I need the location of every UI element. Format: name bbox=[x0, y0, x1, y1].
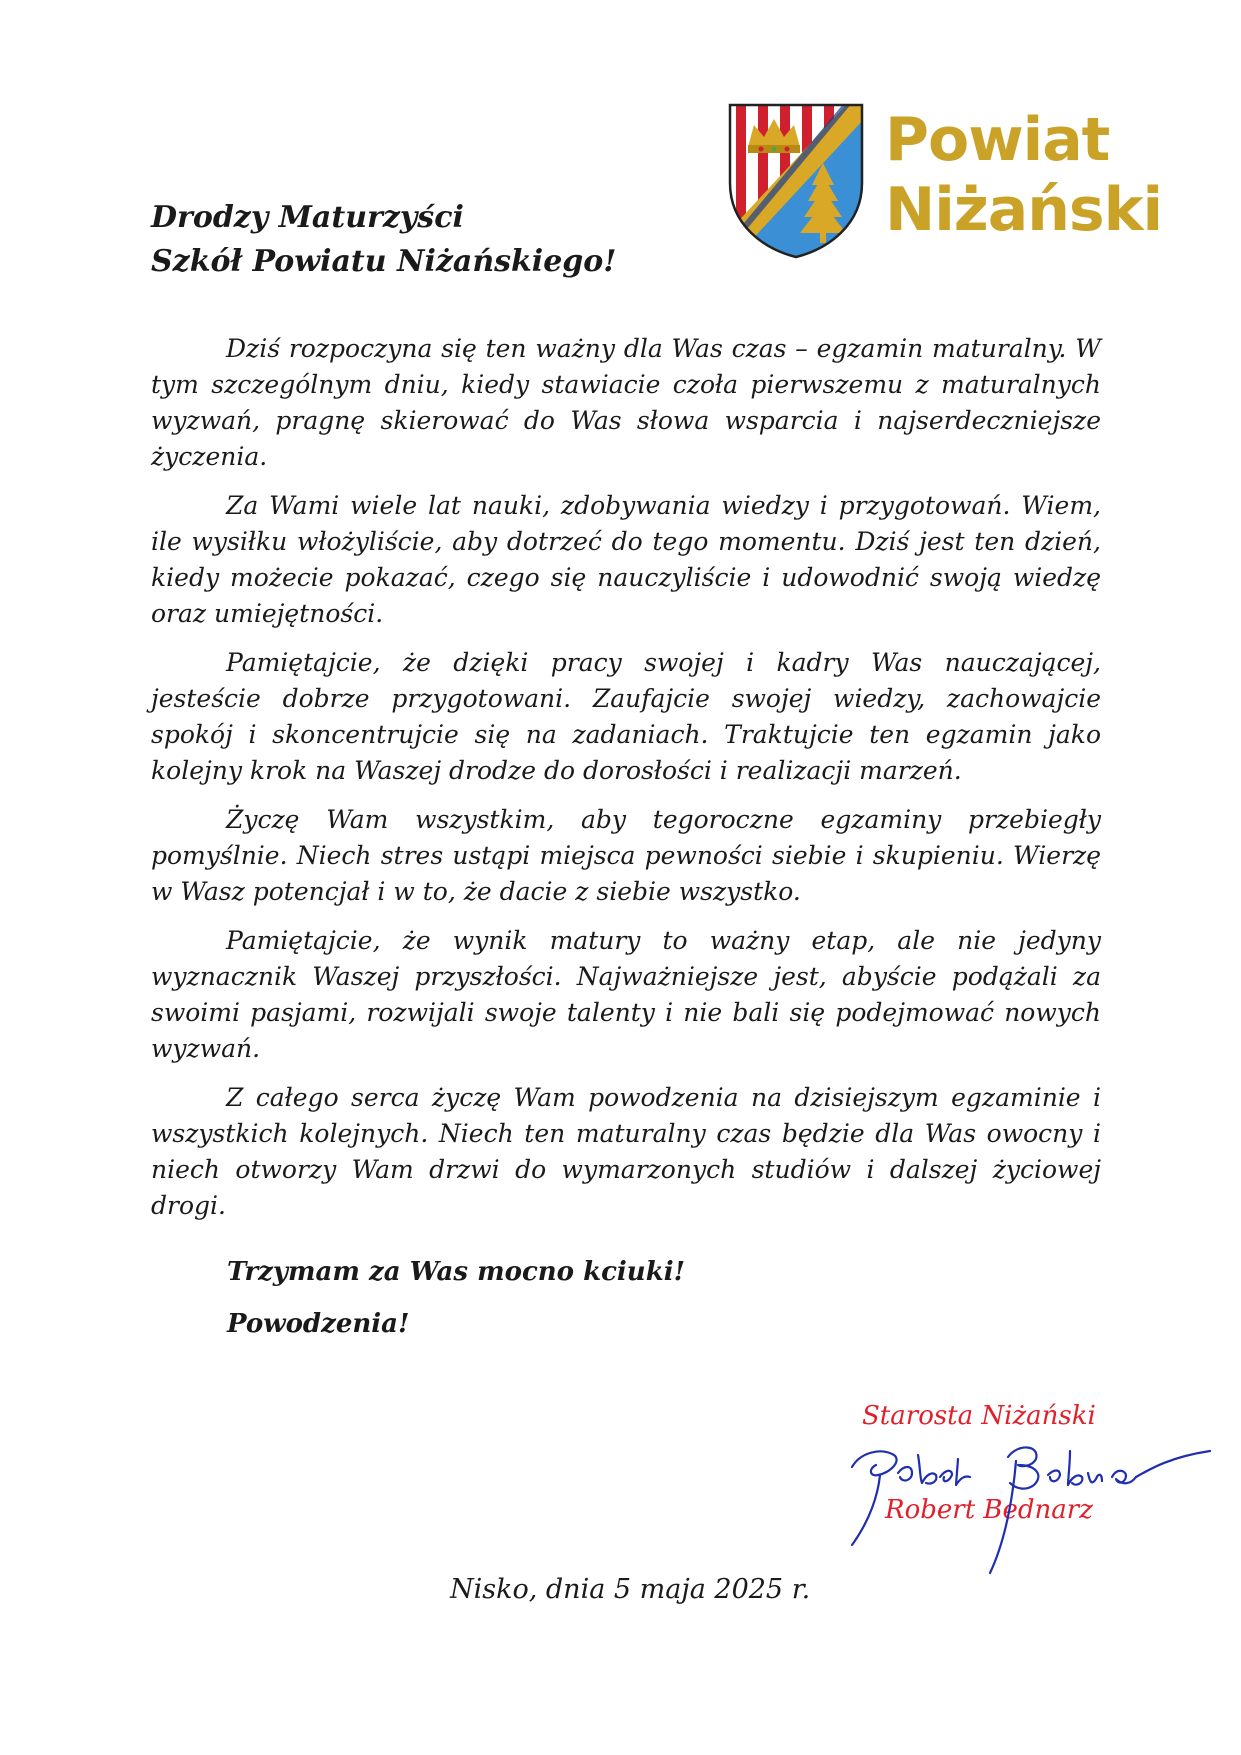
coat-of-arms-icon bbox=[728, 103, 864, 259]
signature-name: Robert Bednarz bbox=[885, 1495, 1093, 1525]
paragraph: Pamiętajcie, że wynik matury to ważny etap, ale nie jedyny wyznacznik Waszej przyszłości. Najważniejsze jest, abyście podążali za swoimi pasjami, rozwijali swoje talenty i nie bali się podejmować nowych wyzwań. bbox=[151, 926, 1101, 1063]
salutation bbox=[151, 196, 616, 284]
paragraph: Pamiętajcie, że dzięki pracy swojej i kadry Was nauczającej, jesteście dobrze przygotowani. Zaufajcie swojej wiedzy, zachowajcie spokój i skoncentrujcie się na zadaniach. Traktujcie ten egzamin jako kolejny krok na Waszej drodze do dorosłości i realizacji marzeń. bbox=[151, 648, 1101, 785]
powiat-logo bbox=[728, 103, 1163, 263]
letter-body bbox=[151, 331, 1101, 1237]
logo-line-1: Powiat bbox=[885, 105, 1110, 175]
closing-line-2: Powodzenia! bbox=[227, 1309, 410, 1339]
date-line: Nisko, dnia 5 maja 2025 r. bbox=[450, 1574, 811, 1605]
signature-block bbox=[840, 1395, 1220, 1575]
handwritten-signature-icon bbox=[840, 1395, 1220, 1575]
logo-line-2: Niżański bbox=[885, 175, 1163, 245]
salutation-line-1: Drodzy Maturzyści bbox=[151, 200, 464, 235]
paragraph: Za Wami wiele lat nauki, zdobywania wiedzy i przygotowań. Wiem, ile wysiłku włożyliście, aby dotrzeć do tego momentu. Dziś jest ten dzień, kiedy możecie pokazać, czego się nauczyliście i udowodnić swoją wiedzę oraz umiejętności. bbox=[151, 491, 1101, 628]
closing-line-1: Trzymam za Was mocno kciuki! bbox=[227, 1257, 685, 1287]
paragraph: Z całego serca życzę Wam powodzenia na dzisiejszym egzaminie i wszystkich kolejnych. Niech ten maturalny czas będzie dla Was owocny i niech otworzy Wam drzwi do wymarzonych studiów i dalszej życiowej drogi. bbox=[151, 1083, 1101, 1220]
closing bbox=[227, 1254, 685, 1358]
paragraph: Dziś rozpoczyna się ten ważny dla Was czas – egzamin maturalny. W tym szczególnym dniu, kiedy stawiacie czoła pierwszemu z maturalnych wyzwań, pragnę skierować do Was słowa wsparcia i najserdeczniejsze życzenia. bbox=[151, 334, 1101, 471]
paragraph: Życzę Wam wszystkim, aby tegoroczne egzaminy przebiegły pomyślnie. Niech stres ustąpi miejsca pewności siebie i skupieniu. Wierzę w Wasz potencjał i w to, że dacie z siebie wszystko. bbox=[151, 805, 1101, 906]
salutation-line-2: Szkół Powiatu Niżańskiego! bbox=[151, 244, 617, 279]
signature-title: Starosta Niżański bbox=[862, 1401, 1096, 1431]
logo-wordmark bbox=[885, 105, 1162, 245]
